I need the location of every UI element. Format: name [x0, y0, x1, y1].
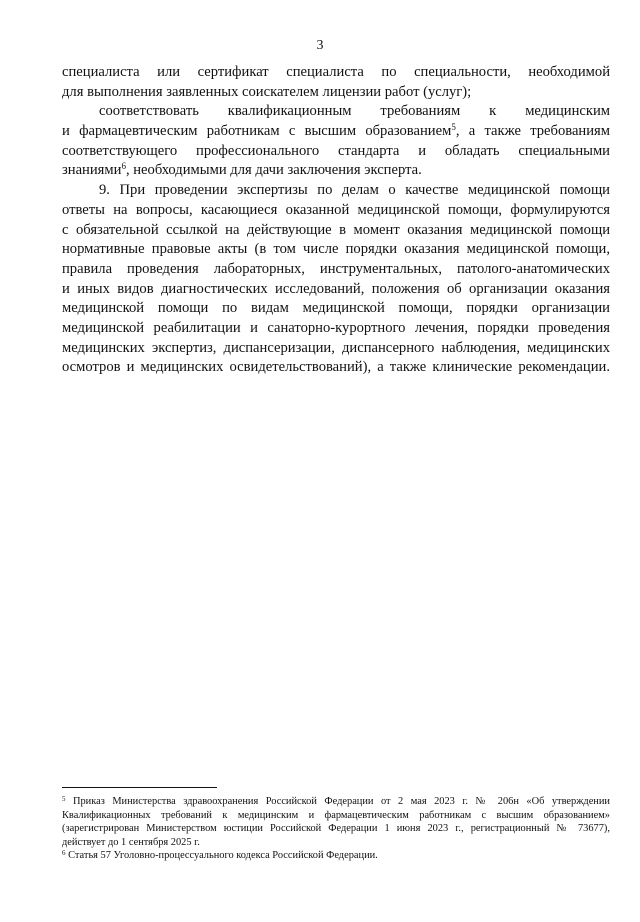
- footnote-line: (зарегистрирован Министерством юстиции Российской Федерации 1 июня 2023 г., регистрационный № 73677),: [62, 823, 610, 835]
- footnote-6: [62, 849, 610, 863]
- paragraph-qualification-certificate: [62, 63, 610, 102]
- text-line: и иных видов диагностических исследований, положения об организации оказания: [62, 280, 610, 297]
- footnote-ref-5: 5: [451, 122, 456, 133]
- text-line: правила проведения лабораторных, инструментальных, патолого-анатомических: [62, 260, 610, 277]
- text-line: соответствующего профессионального стандарта и обладать специальными: [62, 142, 610, 159]
- footnote-ref-6: 6: [121, 161, 126, 172]
- text-line: [62, 161, 610, 181]
- footnote-mark-5: 5: [62, 795, 66, 803]
- footnote-mark-6: 6: [62, 849, 66, 858]
- text-fragment: , а также требованиям: [455, 123, 610, 140]
- text-line: соответствовать квалификационным требованиям к медицинским: [99, 103, 610, 120]
- page-number: 3: [316, 38, 324, 53]
- text-fragment: знаниями: [62, 162, 122, 179]
- text-fragment: , необходимыми для дачи заключения эксперта.: [125, 162, 422, 179]
- footnote-5: [62, 795, 610, 849]
- footnote-line: действует до 1 сентября 2025 г.: [62, 836, 200, 848]
- footnote-separator: [62, 787, 217, 788]
- text-line: 9. При проведении экспертизы по делам о качестве медицинской помощи: [99, 182, 610, 199]
- footnote-line: [62, 849, 610, 863]
- footnote-line: [62, 795, 610, 809]
- text-line: медицинской помощи по видам медицинской помощи, порядки организации: [62, 300, 610, 317]
- text-line: нормативные правовые акты (в том числе порядки оказания медицинской помощи,: [62, 241, 610, 258]
- main-text: [62, 63, 610, 378]
- text-fragment: Приказ Министерства здравоохранения Российской Федерации от 2 мая 2023 г. № 206н «Об утверждении: [65, 796, 610, 807]
- text-line: медицинской реабилитации и санаторно-курортного лечения, порядки проведения: [62, 319, 610, 336]
- text-line: с обязательной ссылкой на действующие в момент оказания медицинской помощи: [62, 221, 610, 238]
- text-fragment: Статья 57 Уголовно-процессуального кодекса Российской Федерации.: [65, 850, 378, 862]
- text-line: осмотров и медицинских освидетельствований), а также клинические рекомендации.: [62, 359, 610, 376]
- text-line: [62, 122, 610, 142]
- text-line: медицинских экспертиз, диспансеризации, диспансерного наблюдения, медицинских: [62, 339, 610, 356]
- text-line: специалиста или сертификат специалиста по специальности, необходимой: [62, 64, 610, 80]
- text-line: ответы на вопросы, касающиеся оказанной медицинской помощи, формулируются: [62, 201, 610, 218]
- text-line: для выполнения заявленных соискателем лицензии работ (услуг);: [62, 83, 472, 100]
- footnote-line: Квалификационных требований к медицинским и фармацевтическим работникам с высшим образованием»: [62, 809, 610, 821]
- paragraph-qualification-requirements: [62, 102, 610, 181]
- text-fragment: и фармацевтическим работникам с высшим образованием: [62, 123, 452, 140]
- footnotes: [62, 795, 610, 863]
- paragraph-item-9: [62, 181, 610, 378]
